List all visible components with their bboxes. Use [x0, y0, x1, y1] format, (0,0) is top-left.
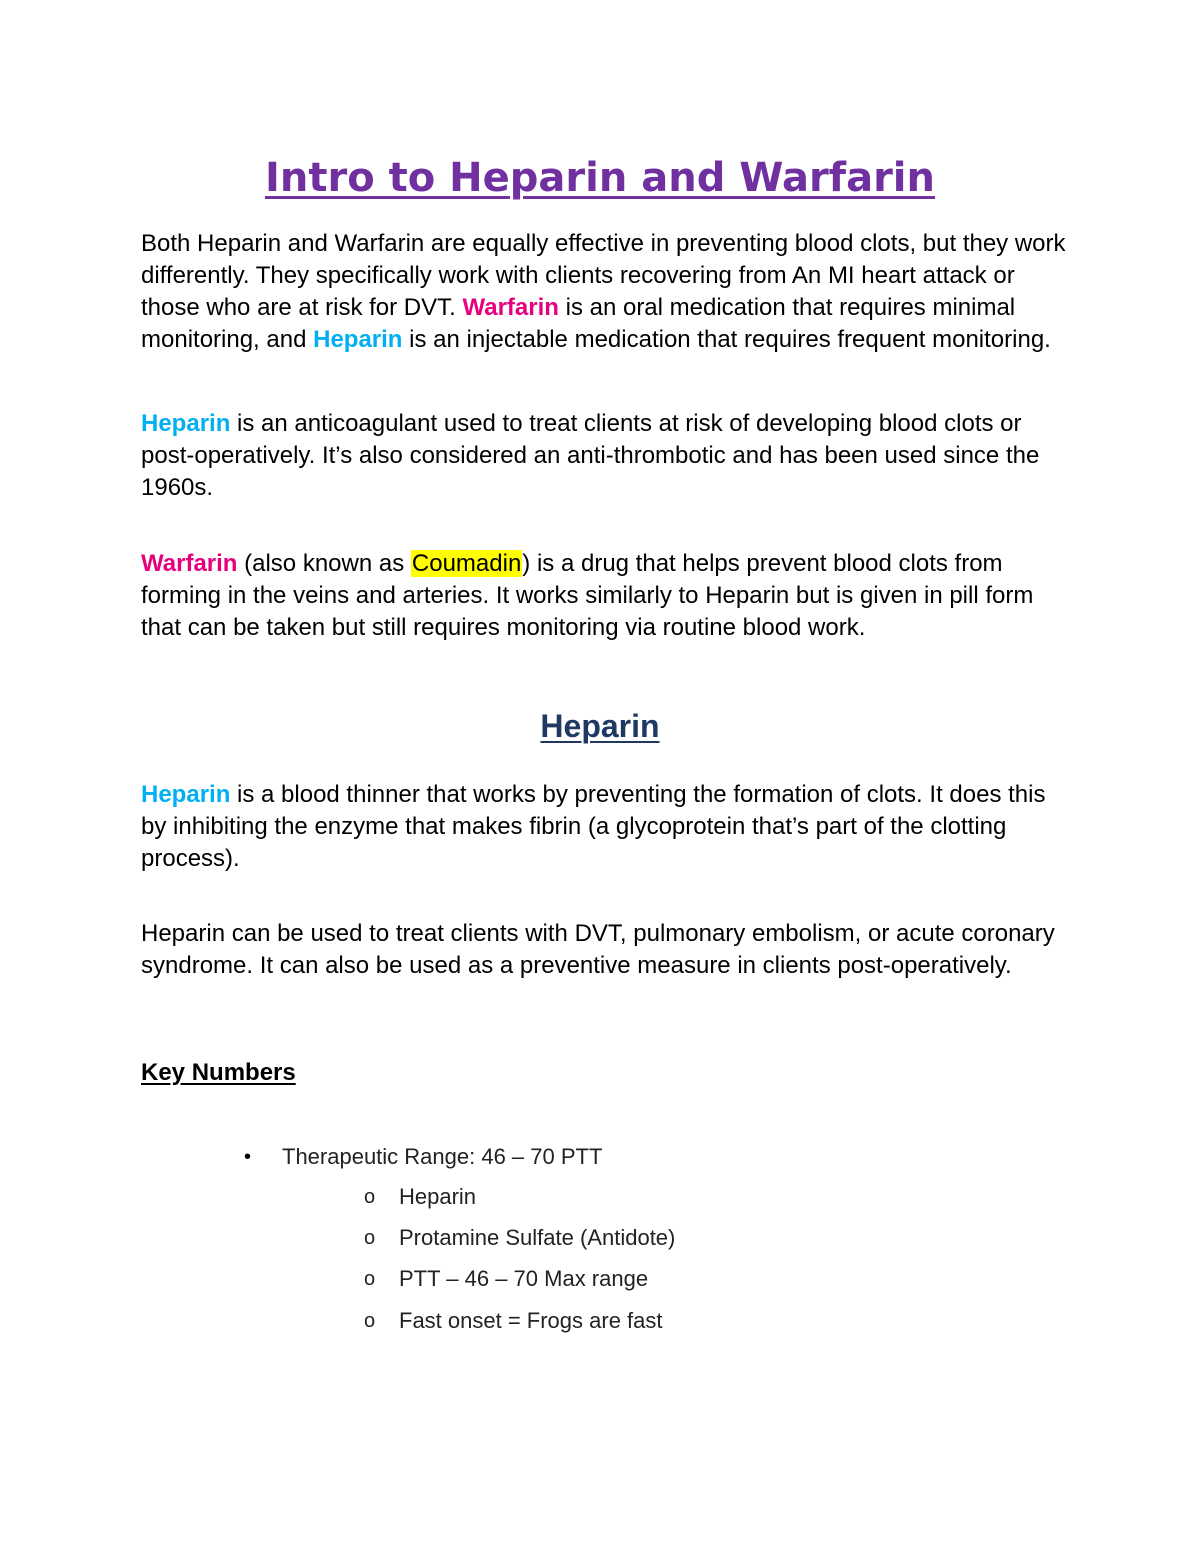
heparin-description-paragraph — [141, 779, 1066, 875]
heparin-term: Heparin — [313, 326, 403, 353]
sub-list-item: Fast onset = Frogs are fast — [399, 1308, 663, 1333]
sub-list-item: Protamine Sulfate (Antidote) — [399, 1225, 676, 1250]
intro-text-3: is an injectable medication that requires frequent monitoring. — [402, 326, 1051, 353]
heparin-uses-paragraph: Heparin can be used to treat clients with DVT, pulmonary embolism, or acute coronary syndrome. It can also be used as a preventive measure in clients post-operatively. — [141, 920, 1055, 979]
warfarin-term: Warfarin — [141, 550, 238, 577]
heparin-section-title: Heparin — [540, 708, 660, 744]
warfarin-intro-text-1: (also known as — [237, 550, 411, 577]
intro-text-1: Both Heparin and Warfarin are equally effective in preventing blood clots, but they work differently. They specifically work with clients recovering from An MI heart attack or those who are at risk for DVT. — [141, 230, 1066, 321]
sub-bullet-icon: o — [364, 1186, 376, 1208]
bullet-icon: • — [244, 1146, 252, 1168]
warfarin-intro-text-2: ) is a drug that helps prevent blood clots from forming in the veins and arteries. It works similarly to Heparin but is given in pill form that can be taken but still requires monitoring via routine blood work. — [141, 550, 1034, 641]
warfarin-intro-paragraph — [141, 548, 1066, 644]
heparin-intro-text: is an anticoagulant used to treat clients at risk of developing blood clots or post-operatively. It’s also considered an anti-thrombotic and has been used since the 1960s. — [141, 410, 1040, 501]
sub-list-item: Heparin — [399, 1184, 477, 1209]
intro-paragraph — [141, 228, 1066, 356]
sub-bullet-icon: o — [364, 1268, 376, 1290]
heparin-intro-paragraph — [141, 408, 1066, 504]
list-item: Therapeutic Range: 46 – 70 PTT — [282, 1144, 603, 1169]
sub-bullet-icon: o — [364, 1310, 376, 1332]
heparin-term: Heparin — [141, 781, 231, 808]
heparin-description-text: is a blood thinner that works by preventing the formation of clots. It does this by inhibiting the enzyme that makes fibrin (a glycoprotein that’s part of the clotting process). — [141, 781, 1046, 872]
sub-bullet-icon: o — [364, 1227, 376, 1249]
key-numbers-heading: Key Numbers — [141, 1059, 296, 1086]
intro-text-2: is an oral medication that requires minimal monitoring, and — [141, 294, 1016, 353]
sub-list-item: PTT – 46 – 70 Max range — [399, 1266, 649, 1291]
warfarin-term: Warfarin — [462, 294, 559, 321]
heparin-term: Heparin — [141, 410, 231, 437]
page-title: Intro to Heparin and Warfarin — [265, 155, 935, 201]
coumadin-highlight: Coumadin — [411, 550, 522, 577]
